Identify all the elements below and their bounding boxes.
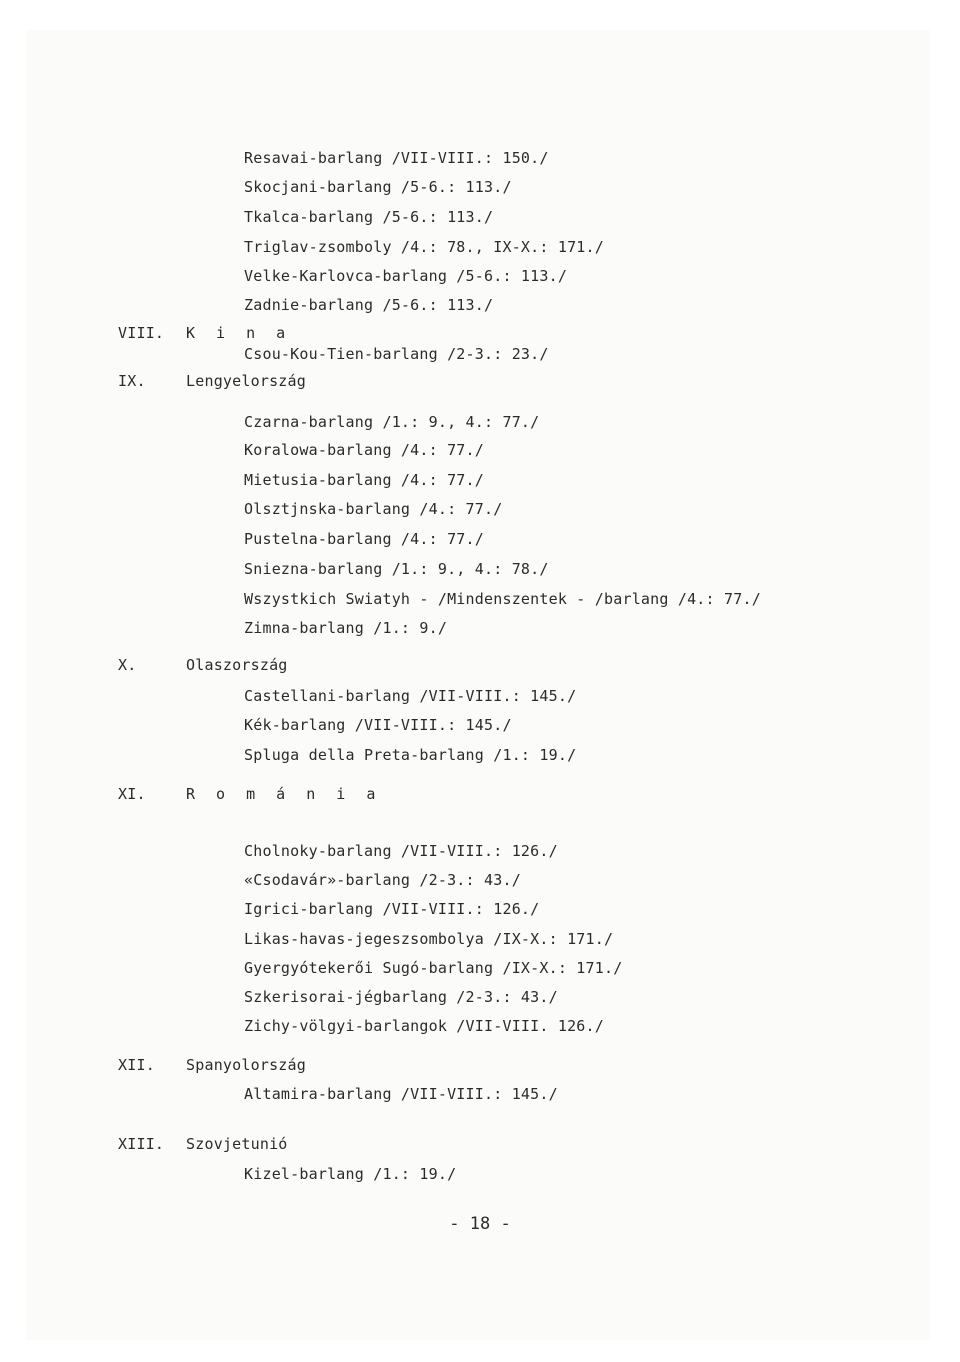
- entry: Pustelna-barlang /4.: 77./: [244, 530, 484, 548]
- country-heading: R o m á n i a: [186, 785, 382, 803]
- entry: Spluga della Preta-barlang /1.: 19./: [244, 746, 577, 764]
- entry: Zimna-barlang /1.: 9./: [244, 619, 448, 637]
- section-number: XII.: [118, 1056, 155, 1074]
- entry: Koralowa-barlang /4.: 77./: [244, 441, 484, 459]
- entry: «Csodavár»-barlang /2-3.: 43./: [244, 871, 521, 889]
- country-heading: K i n a: [186, 324, 292, 342]
- entry: Czarna-barlang /1.: 9., 4.: 77./: [244, 413, 540, 431]
- entry: Kizel-barlang /1.: 19./: [244, 1165, 457, 1183]
- entry: Igrici-barlang /VII-VIII.: 126./: [244, 900, 540, 918]
- page-number: - 18 -: [449, 1214, 511, 1234]
- entry: Mietusia-barlang /4.: 77./: [244, 471, 484, 489]
- entry: Altamira-barlang /VII-VIII.: 145./: [244, 1085, 558, 1103]
- entry: Zadnie-barlang /5-6.: 113./: [244, 296, 494, 314]
- entry: Olsztjnska-barlang /4.: 77./: [244, 500, 503, 518]
- entry: Sniezna-barlang /1.: 9., 4.: 78./: [244, 560, 549, 578]
- section-number: IX.: [118, 372, 146, 390]
- entry: Csou-Kou-Tien-barlang /2-3.: 23./: [244, 345, 549, 363]
- country-heading: Spanyolország: [186, 1056, 306, 1074]
- entry: Cholnoky-barlang /VII-VIII.: 126./: [244, 842, 558, 860]
- entry: Zichy-völgyi-barlangok /VII-VIII. 126./: [244, 1017, 604, 1035]
- entry: Likas-havas-jegeszsombolya /IX-X.: 171./: [244, 930, 614, 948]
- country-heading: Lengyelország: [186, 372, 306, 390]
- section-number: XI.: [118, 785, 146, 803]
- entry: Velke-Karlovca-barlang /5-6.: 113./: [244, 267, 568, 285]
- entry: Szkerisorai-jégbarlang /2-3.: 43./: [244, 988, 558, 1006]
- country-heading: Szovjetunió: [186, 1135, 288, 1153]
- entry: Resavai-barlang /VII-VIII.: 150./: [244, 149, 549, 167]
- entry: Wszystkich Swiatyh - /Mindenszentek - /barlang /4.: 77./: [244, 590, 761, 608]
- section-number: XIII.: [118, 1135, 165, 1153]
- section-number: VIII.: [118, 324, 165, 342]
- country-heading: Olaszország: [186, 656, 288, 674]
- entry: Gyergyótekerői Sugó-barlang /IX-X.: 171./: [244, 959, 623, 977]
- section-number: X.: [118, 656, 137, 674]
- entry: Castellani-barlang /VII-VIII.: 145./: [244, 687, 577, 705]
- entry: Skocjani-barlang /5-6.: 113./: [244, 178, 512, 196]
- entry: Tkalca-barlang /5-6.: 113./: [244, 208, 494, 226]
- entry: Triglav-zsomboly /4.: 78., IX-X.: 171./: [244, 238, 604, 256]
- entry: Kék-barlang /VII-VIII.: 145./: [244, 716, 512, 734]
